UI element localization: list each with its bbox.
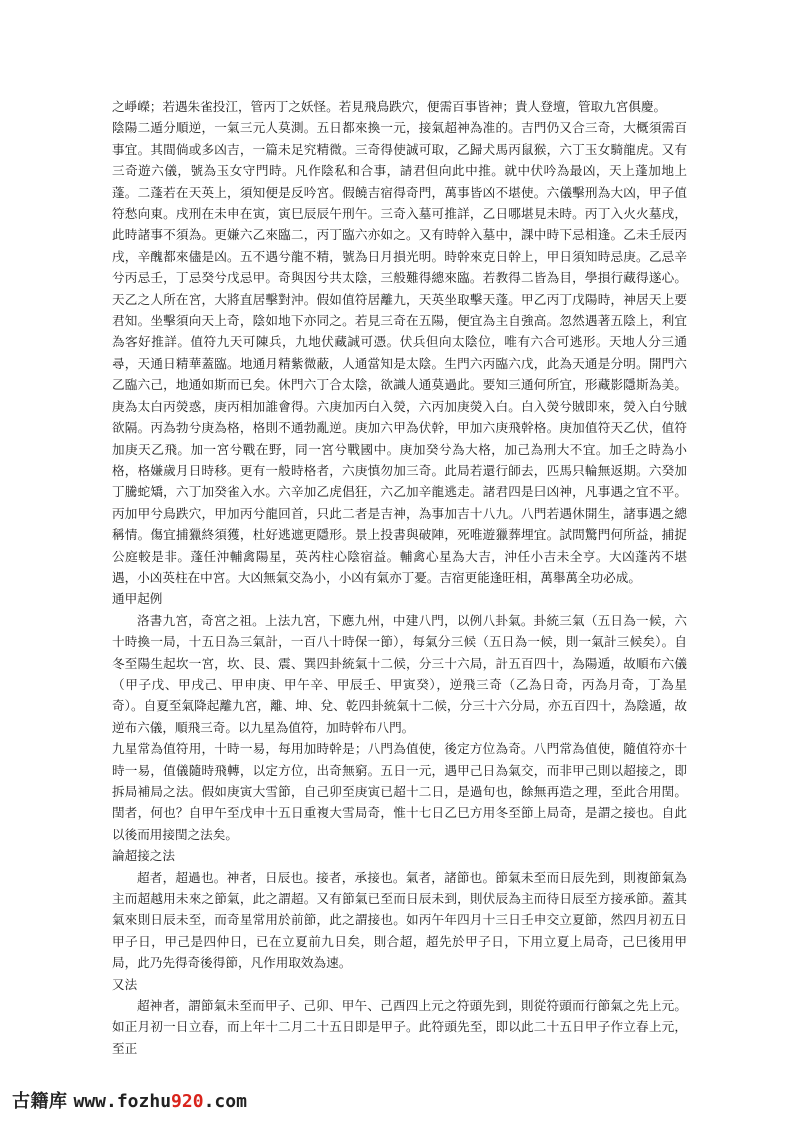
body-paragraph-continued: 之崢嶸；若遇朱雀投江，管丙丁之妖怪。若見飛鳥跌穴，便需百事皆神；貴人登壇，管取九宮俱慶。 [112,99,667,114]
footer-url-prefix: www.fozhu [73,1091,172,1112]
footer-url-suffix: .com [203,1091,247,1112]
footer-watermark [12,1087,247,1113]
footer-url [74,1091,247,1112]
footer-site-name: 古籍库 [12,1091,68,1112]
section-heading-chaojie: 論超接之法 [112,848,175,864]
section-heading-tongjia: 通甲起例 [112,591,163,607]
body-paragraph-chaoshen: 超神者，謂節氣未至而甲子、己卯、甲午、己酉四上元之符頭先到，則從符頭而行節氣之先上元。如正月初一日立春，而上年十二月二十五日即是甲子。此符頭先至，即以此二十五日甲子作立春上元，至正 [112,998,687,1056]
footer-url-number: 920 [171,1091,204,1112]
body-paragraph-jiuxing: 九星常為值符用，十時一易，每用加時幹是；八門為值使，後定方位為奇。八門常為值使，隨值符亦十時一易，值儀隨時飛轉，以定方位，出奇無窮。五日一元，遇甲己日為氣交，而非甲己則以超接之，即拆局補局之法。假如庚寅大雪節，自己卯至庚寅已超十二日，是過旬也，餘無再造之理，至此合用閏。閏者，何也？自甲午至戊申十五日重複大雪局奇，惟十七日乙巳方用冬至節上局奇，是謂之接也。自此以後而用接閏之法矣。 [112,741,687,842]
body-paragraph-chaojie: 超者，超過也。神者，日辰也。接者，承接也。氣者，諸節也。節氣未至而日辰先到，則複節氣為主而超越用未來之節氣，此之謂超。又有節氣已至而日辰未到，則伏辰為主而待日辰至方接承節。蓋其氣來則日辰未至，而奇星常用於前節，此之謂接也。如丙午年四月十三日壬申交立夏節，然四月初五日甲子日，甲己是四仲日，已在立夏前九日矣，則合超，超先於甲子日，下用立夏上局奇，己巳後用甲局，此乃先得奇後得節，凡作用取效為速。 [112,869,687,971]
body-paragraph-verse: 陰陽二遁分順逆，一氣三元人莫測。五日都來換一元，接氣超神為准的。吉門仍又合三奇，大概須需百事宜。其間倘或多凶吉，一篇未足究精微。三奇得使誠可取，乙歸犬馬丙鼠猴，六丁玉女騎龍虎。又有三奇遊六儀，號為玉女守門時。凡作陰私和合事，請君但向此中推。就中伏吟為最凶，天上蓬加地上蓬。二蓬若在天英上，須知便是反吟宮。假饒吉宿得奇門，萬事皆凶不堪使。六儀擊刑為大凶，甲子值符愁向東。戌刑在未申在寅，寅巳辰辰午刑午。三奇入墓可推詳，乙日哪堪見未時。丙丁入火火墓戌，此時諸事不須為。更嫌六乙來臨二，丙丁臨六亦如之。又有時幹入墓中，課中時下忌相逢。乙未壬辰丙戌，辛醜都來儘是凶。五不遇兮龍不精，號為日月損光明。時幹來克日幹上，甲日須知時忌庚。乙忌辛兮丙忌壬，丁忌癸兮戊忌甲。奇與因兮共太陰，三般難得總來臨。若教得二皆為目，學損行藏得遂心。天乙之人所在宮，大將直居擊對沖。假如值符居離九，天英坐取擊天蓬。甲乙丙丁戊陽時，神居天上要君知。坐擊須向天上奇，陰如地下亦同之。若見三奇在五陽，便宜為主自強高。忽然遇著五陰上，利宜為客好推詳。值符九天可陳兵，九地伏藏誠可憑。伏兵但向太陰位，唯有六合可逃形。天地人分三通尋，天通日精華蓋臨。地通月精紫微蔽，人通當知是太陰。生門六丙臨六戊，此為天通是分明。開門六乙臨六己，地通如斯而已矣。休門六丁合太陰，欲識人通莫過此。要知三通何所宜，形藏影隱斯為美。庚為太白丙熒惑，庚丙相加誰會得。六庚加丙白入熒，六丙加庚熒入白。白入熒兮賊即來，熒入白兮賊欲隔。丙為勃兮庚為格，格則不通勃亂逆。庚加六甲為伏幹，甲加六庚飛幹格。庚加值符天乙伏，值符加庚天乙飛。加一宮兮戰在野，同一宮兮戰國中。庚加癸兮為大格，加己為刑大不宜。加壬之時為小格，格嫌歲月日時移。更有一般時格者，六庚慎勿加三奇。此局若還行師去，匹馬只輪無返期。六癸加丁騰蛇矯，六丁加癸雀入水。六辛加乙虎倡狂，六乙加辛龍逃走。諸君四是曰凶神，凡事遇之宜不平。丙加甲兮鳥跌穴，甲加丙兮龍回首，只此二者是吉神，為事加吉十八九。八門若遇休開生，諸事遇之總稱情。傷宜捕獵終須獲，杜好逃遮更隱形。景上投書與破陣，死唯遊獵葬埋宜。試問驚門何所益，捕捉公庭較是非。蓬任沖輔禽陽星，英芮柱心陰宿益。輔禽心星為大吉，沖任小吉未全亨。大凶蓬芮不堪遇，小凶英柱在中宮。大凶無氣交為小，小凶有氣亦丁憂。吉宿更能逢旺相，萬舉萬全功必成。 [112,120,687,585]
body-paragraph-luoshu: 洛書九宮，奇宮之祖。上法九宮，下應九州，中建八門，以例八卦氣。卦統三氣（五日為一候，六十時換一局，十五日為三氣計，一百八十時保一節），每氣分三候（五日為一候，則一氣計三候矣）。自冬至陽生起坎一宮，坎、艮、震、巽四卦統氣十二候，分三十六局，計五百四十，為陽遁，故順布六儀（甲子戊、甲戌己、甲申庚、甲午辛、甲辰壬、甲寅癸），逆飛三奇（乙為日奇，丙為月奇，丁為星奇）。自夏至氣降起離九宮，離、坤、兌、乾四卦統氣十二候，分三十六分局，亦五百四十，為陰遁，故逆布六儀，順飛三奇。以九星為值符，加時幹布八門。 [112,612,687,735]
document-page [112,96,687,1059]
section-heading-youfa: 又法 [112,976,138,992]
